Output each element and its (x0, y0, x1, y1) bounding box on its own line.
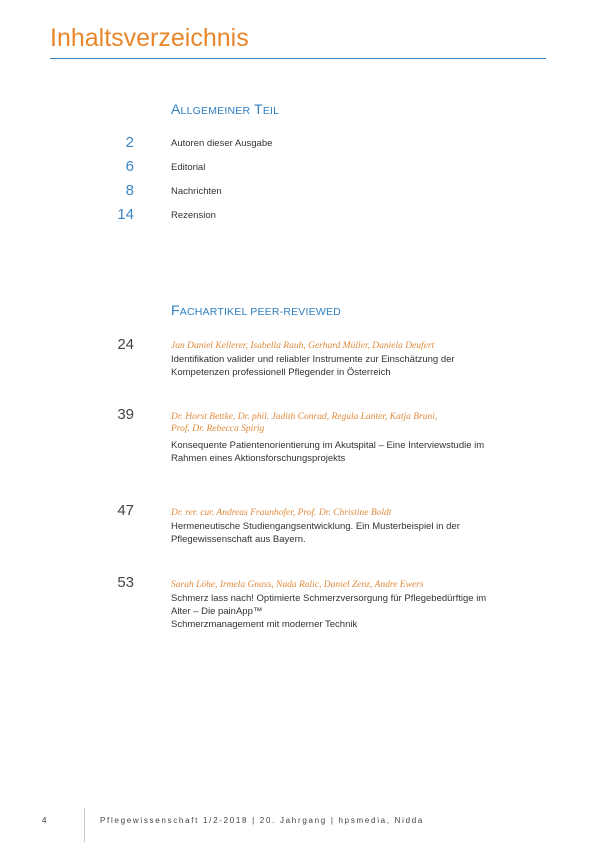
toc-page-number: 6 (125, 158, 134, 175)
article-title: Identifikation valider und reliabler Instrumente zur Einschätzung der Kompetenzen professionell Pflegender in Österreich (171, 354, 455, 378)
toc-entry[interactable] (0, 184, 595, 204)
toc-page-number: 8 (125, 182, 134, 199)
page-title: Inhaltsverzeichnis (50, 24, 249, 52)
article-title: Konsequente Patientenorientierung im Akutspital – Eine Interviewstudie im Rahmen eines Aktionsforschungsprojekts (171, 440, 485, 464)
toc-entry-label: Editorial (171, 162, 206, 173)
toc-entry[interactable] (0, 136, 595, 156)
article-authors: Dr. rer. cur. Andreas Fraunhofer, Prof. Dr. Christine Boldt (171, 508, 392, 518)
footer-publication-info: Pflegewissenschaft 1/2-2018 | 20. Jahrgang | hpsmedia, Nidda (100, 816, 425, 825)
toc-entry-label: Rezension (171, 210, 216, 221)
toc-entry-label: Nachrichten (171, 186, 222, 197)
article-title: Hermeneutische Studiengangsentwicklung. Ein Musterbeispiel in der Pflegewissenschaft aus Bayern. (171, 521, 460, 545)
section-heading-general: ALLGEMEINER TEIL (171, 101, 280, 117)
toc-entry-label: Autoren dieser Ausgabe (171, 138, 273, 149)
toc-entry[interactable] (0, 208, 595, 228)
article-authors: Jan Daniel Kellerer, Isabella Rauh, Gerhard Müller, Daniela Deufert (171, 341, 435, 351)
toc-page-number: 53 (117, 574, 134, 591)
toc-entry[interactable] (0, 160, 595, 180)
title-divider (50, 58, 546, 59)
toc-page-number: 39 (117, 406, 134, 423)
toc-page-number: 47 (117, 502, 134, 519)
article-title: Schmerz lass nach! Optimierte Schmerzversorgung für Pflegebedürftige im Alter – Die painApp™ Schmerzmanagement mit moderner Technik (171, 593, 487, 630)
article-authors: Sarah Löhe, Irmela Gnass, Nada Ralic, Daniel Zenz, Andre Ewers (171, 580, 424, 590)
toc-page-number: 2 (125, 134, 134, 151)
toc-page-number: 14 (117, 206, 134, 223)
article-authors: Dr. Horst Bettke, Dr. phil. Judith Conrad, Regula Lanter, Katja Bruni, Prof. Dr. Rebecca Spirig (171, 412, 438, 434)
section-heading-peer-reviewed: FACHARTIKEL PEER-REVIEWED (171, 302, 341, 318)
footer-divider (84, 808, 85, 842)
footer-page-number: 4 (42, 816, 47, 825)
toc-page-number: 24 (117, 336, 134, 353)
